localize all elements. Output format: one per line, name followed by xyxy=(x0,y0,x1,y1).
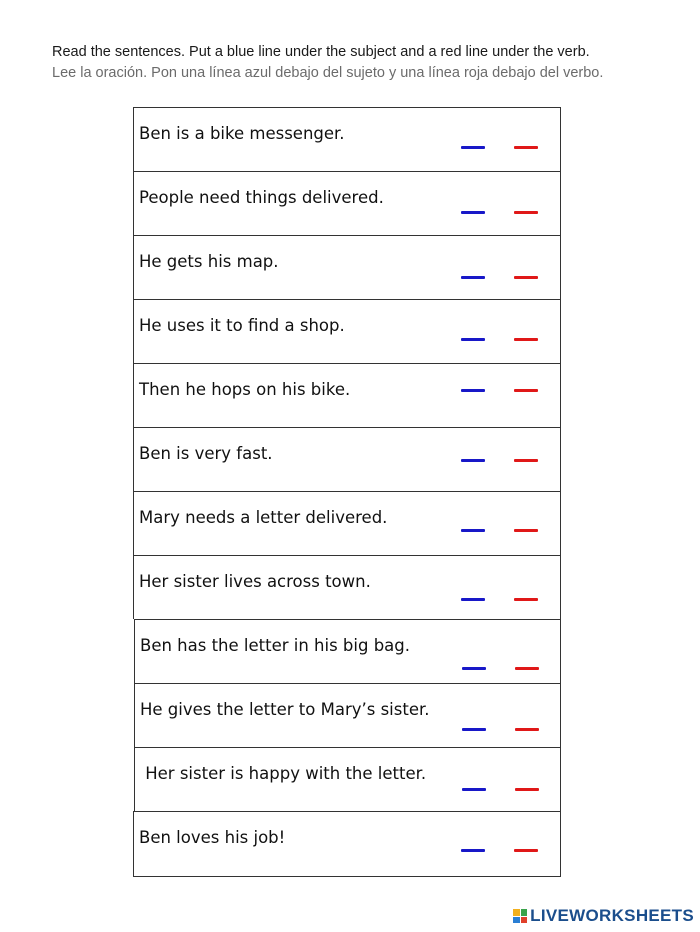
sentence-row xyxy=(133,363,561,427)
sentence-text: Ben is very fast. xyxy=(139,444,273,463)
sentence-text: Ben is a bike messenger. xyxy=(139,124,345,143)
verb-line-red[interactable] xyxy=(514,529,538,532)
sentence-row xyxy=(133,491,561,555)
sentence-text: Ben loves his job! xyxy=(139,828,286,847)
verb-line-red[interactable] xyxy=(514,338,538,341)
verb-line-red[interactable] xyxy=(514,598,538,601)
subject-line-blue[interactable] xyxy=(461,389,485,392)
verb-line-red[interactable] xyxy=(514,211,538,214)
verb-line-red[interactable] xyxy=(514,276,538,279)
sentence-row xyxy=(133,555,561,619)
subject-line-blue[interactable] xyxy=(461,338,485,341)
verb-line-red[interactable] xyxy=(515,667,539,670)
sentence-text: Mary needs a letter delivered. xyxy=(139,508,388,527)
logo-text: LIVEWORKSHEETS xyxy=(530,906,694,925)
subject-line-blue[interactable] xyxy=(462,788,486,791)
subject-line-blue[interactable] xyxy=(462,667,486,670)
subject-line-blue[interactable] xyxy=(461,146,485,149)
sentence-row xyxy=(133,107,561,171)
subject-line-blue[interactable] xyxy=(461,849,485,852)
subject-line-blue[interactable] xyxy=(461,211,485,214)
sentence-row xyxy=(134,683,561,747)
verb-line-red[interactable] xyxy=(514,146,538,149)
sentence-row xyxy=(134,619,561,683)
sentence-text: Her sister lives across town. xyxy=(139,572,371,591)
sentence-text: He gives the letter to Mary’s sister. xyxy=(140,700,430,719)
sentence-row xyxy=(133,299,561,363)
sentence-row xyxy=(133,427,561,491)
subject-line-blue[interactable] xyxy=(461,529,485,532)
subject-line-blue[interactable] xyxy=(462,728,486,731)
sentence-text: He gets his map. xyxy=(139,252,279,271)
sentence-row xyxy=(134,747,561,811)
subject-line-blue[interactable] xyxy=(461,598,485,601)
liveworksheets-logo-icon xyxy=(513,909,527,923)
instruction-spanish: Lee la oración. Pon una línea azul debajo del sujeto y una línea roja debajo del verbo. xyxy=(52,65,604,81)
verb-line-red[interactable] xyxy=(514,459,538,462)
verb-line-red[interactable] xyxy=(514,389,538,392)
liveworksheets-logo xyxy=(513,906,694,926)
subject-line-blue[interactable] xyxy=(461,276,485,279)
sentence-row xyxy=(133,171,561,235)
verb-line-red[interactable] xyxy=(515,788,539,791)
sentence-text: People need things delivered. xyxy=(139,188,384,207)
sentence-text: Ben has the letter in his big bag. xyxy=(140,636,411,655)
verb-line-red[interactable] xyxy=(514,849,538,852)
sentence-row xyxy=(133,235,561,299)
instruction-english: Read the sentences. Put a blue line under the subject and a red line under the verb. xyxy=(52,44,590,60)
sentence-text: Her sister is happy with the letter. xyxy=(140,764,427,783)
sentence-text: He uses it to find a shop. xyxy=(139,316,345,335)
verb-line-red[interactable] xyxy=(515,728,539,731)
subject-line-blue[interactable] xyxy=(461,459,485,462)
sentence-row xyxy=(133,811,561,877)
sentence-text: Then he hops on his bike. xyxy=(139,380,351,399)
sentence-table xyxy=(133,107,561,877)
